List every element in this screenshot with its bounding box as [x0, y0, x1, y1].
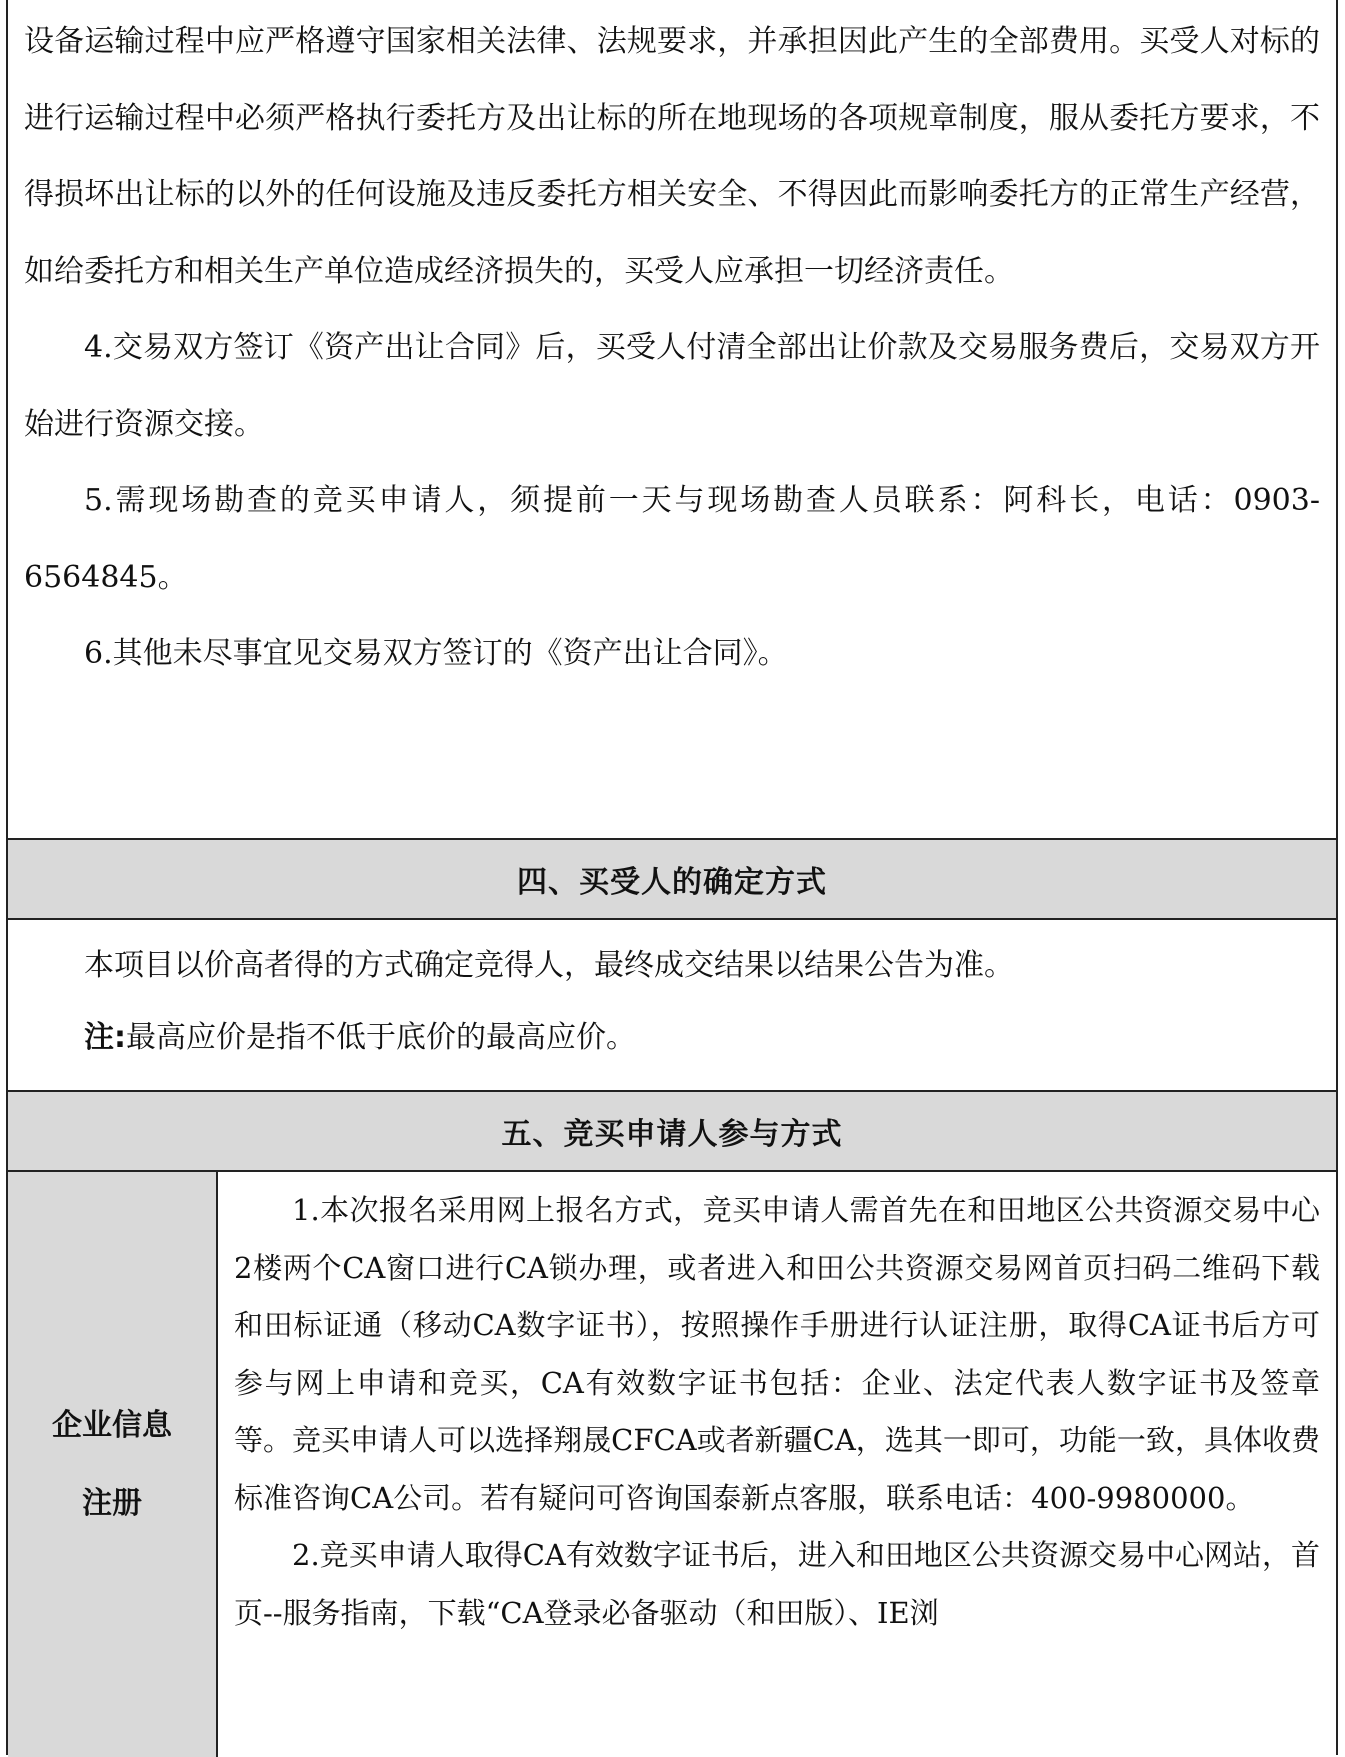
section4-line1: 本项目以价高者得的方式确定竞得人，最终成交结果以结果公告为准。 [84, 948, 1014, 983]
registration-step-1: 1.本次报名采用网上报名方式，竞买申请人需首先在和田地区公共资源交易中心2楼两个CA窗口进行CA锁办理，或者进入和田公共资源交易网首页扫码二维码下载和田标证通（移动CA数字证书），按照操作手册进行认证注册，取得CA证书后方可参与网上申请和竞买，CA有效数字证书包括：企业、法定代表人数字证书及签章等。竞买申请人可以选择翔晟CFCA或者新疆CA，选其一即可，功能一致，具体收费标准咨询CA公司。若有疑问可咨询国泰新点客服，联系电话：400-9980000。 [234, 1193, 1320, 1515]
section5-title: 五、竞买申请人参与方式 [501, 1117, 843, 1152]
section4-body [8, 920, 1336, 1092]
section4-note [8, 1002, 1336, 1074]
note-text: 最高应价是指不低于底价的最高应价。 [126, 1020, 636, 1055]
row-label-cell [8, 1172, 218, 1757]
note-label: 注: [84, 1020, 126, 1055]
paragraph-transport: 设备运输过程中应严格遵守国家相关法律、法规要求，并承担因此产生的全部费用。买受人对标的进行运输过程中必须严格执行委托方及出让标的所在地现场的各项规章制度，服从委托方要求，不得损坏出让标的以外的任何设施及违反委托方相关安全、不得因此而影响委托方的正常生产经营，如给委托方和相关生产单位造成经济损失的，买受人应承担一切经济责任。 [24, 24, 1320, 289]
section5-header [8, 1092, 1336, 1172]
section4-header [8, 840, 1336, 920]
paragraph-item-4: 4.交易双方签订《资产出让合同》后，买受人付清全部出让价款及交易服务费后，交易双方开始进行资源交接。 [24, 330, 1320, 442]
row-content-cell [218, 1172, 1336, 1757]
registration-step-2: 2.竞买申请人取得CA有效数字证书后，进入和田地区公共资源交易中心网站，首页--服务指南，下载“CA登录必备驱动（和田版）、IE浏 [234, 1538, 1320, 1630]
section4-title: 四、买受人的确定方式 [517, 865, 827, 900]
paragraph-item-6: 6.其他未尽事宜见交易双方签订的《资产出让合同》。 [84, 636, 788, 671]
document-page [6, 0, 1338, 1755]
section-continued [8, 0, 1336, 840]
paragraph-item-5: 5.需现场勘查的竞买申请人，须提前一天与现场勘查人员联系：阿科长，电话：0903-6564845。 [24, 483, 1320, 595]
section5-table-row [8, 1172, 1336, 1757]
row-label: 企业信息注册 [52, 1407, 172, 1521]
